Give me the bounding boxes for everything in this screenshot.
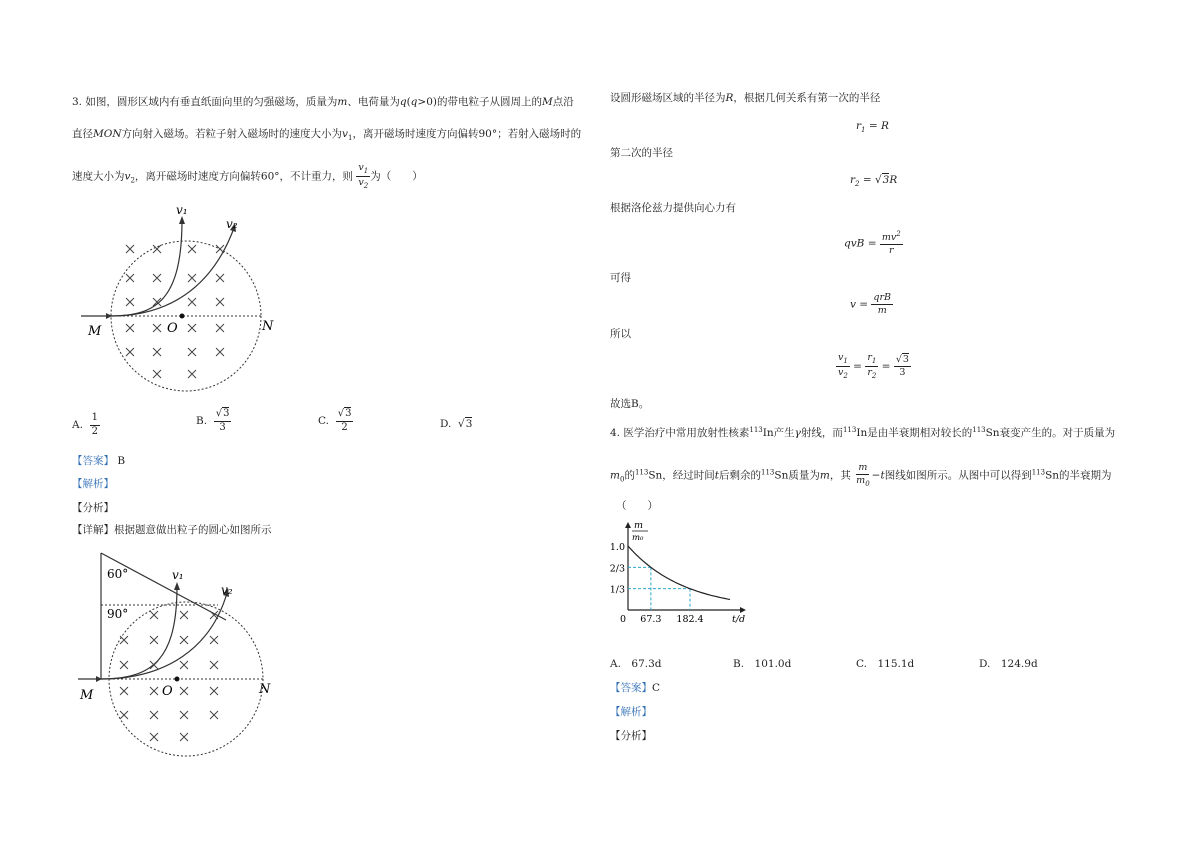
q4-option-c[interactable]: C. 115.1d	[856, 658, 915, 670]
q4-fenxi: 【分析】	[610, 730, 652, 742]
fig2-label-60: 60°	[107, 567, 129, 581]
sol-eq-1: $r_1 = R$	[856, 120, 889, 134]
origin-label: 0	[620, 614, 627, 625]
sol-line-6: 故选B。	[610, 398, 650, 410]
fig2-label-90: 90°	[107, 607, 129, 621]
decay-chart	[606, 518, 746, 630]
q3-answer	[72, 455, 125, 468]
q4-option-a[interactable]: A. 67.3d	[610, 658, 662, 670]
figure-magnetic-field-2	[76, 548, 296, 763]
q3-line-1: 3. 如图，圆形区域内有垂直纸面向里的匀强磁场，质量为m、电荷量为q(q>0)的带电粒子从圆周上的M点沿	[72, 96, 574, 108]
fig1-label-O: O	[167, 321, 178, 336]
y-tick-label: 1/3	[609, 584, 625, 596]
q4-option-d[interactable]: D. 124.9d	[979, 658, 1038, 670]
option-a[interactable]: A. $\frac{1}{2}$	[72, 412, 98, 437]
x-tick-label: 67.3	[640, 614, 662, 625]
sol-eq-4: v = $\frac{\text{qrB}}{m}$	[850, 292, 892, 316]
option-d[interactable]: D. √3	[440, 418, 473, 430]
fig2-label-v1: v₁	[172, 568, 184, 582]
sol-eq-3: qvB = $\frac{mv^2}{r}$	[844, 230, 901, 256]
sol-line-1: 设圆形磁场区域的半径为R，根据几何关系有第一次的半径	[610, 92, 881, 104]
x-tick-label: 182.4	[676, 614, 704, 625]
q4-answer-value: C	[652, 682, 661, 694]
x-axis-arrow	[740, 607, 746, 613]
q4-paren: （ ）	[616, 500, 658, 512]
y-tick-label: 2/3	[609, 563, 625, 575]
q3-analysis-tag: 【解析】	[72, 478, 114, 490]
figure-magnetic-field-1	[76, 200, 276, 400]
sol-line-2: 第二次的半径	[610, 147, 673, 159]
option-c[interactable]: C. $\frac{√3}{2}$	[318, 408, 352, 433]
x-axis-label: t/d	[732, 614, 746, 625]
sol-eq-5: $\frac{v_1}{v_2}$ = $\frac{r_1}{r_2}$ = $\frac{√3}{3}$	[838, 352, 909, 380]
answer-value: B	[117, 455, 126, 467]
decay-curve	[628, 546, 730, 600]
fig1-label-v2: v₂	[226, 217, 238, 231]
y-tick-label: 1.0	[609, 542, 625, 553]
answer-tag: 【答案】	[72, 455, 114, 467]
q4-option-b[interactable]: B. 101.0d	[733, 658, 792, 670]
y-axis-label-den: m₀	[632, 533, 644, 543]
sol-line-5: 所以	[610, 328, 631, 340]
fig2-label-O: O	[162, 684, 173, 699]
fig2-label-N: N	[259, 682, 271, 697]
sol-line-4: 可得	[610, 272, 631, 284]
fig1-label-N: N	[262, 319, 274, 334]
y-axis-label-num: m	[634, 520, 644, 531]
option-b[interactable]: B. $\frac{√3}{3}$	[196, 408, 230, 433]
q3-line-3: 速度大小为$v_2$，离开磁场时速度方向偏转60°，不计重力，则 $\frac{v_1}{v_2}$ 为（ ）	[72, 162, 423, 190]
q4-answer-tag: 【答案】	[610, 682, 652, 694]
q4-line-1: 4. 医学治疗中常用放射性核素$^{113}$In产生γ射线，而$^{113}$In是由半衰期相对较长的$^{113}$Sn衰变产生的。对于质量为	[610, 426, 1116, 439]
q4-analysis-tag: 【解析】	[610, 706, 652, 718]
q3-detail: 【详解】根据题意做出粒子的圆心如图所示	[72, 524, 272, 536]
sol-eq-2: $r_2 = √3R$	[850, 174, 898, 188]
q4-line-2: $m_0$的$^{113}$Sn，经过时间t后剩余的$^{113}$Sn质量为m，其 $\frac{m}{m_0}$ −t图线如图所示。从图中可以得到$^{113}$Sn的半衰期为	[610, 462, 1112, 488]
fig1-label-v1: v₁	[176, 203, 188, 217]
fig1-label-M: M	[88, 324, 102, 339]
q4-answer	[610, 682, 660, 695]
sol-line-3: 根据洛伦兹力提供向心力有	[610, 202, 736, 214]
fig2-label-M: M	[80, 688, 94, 703]
fig2-label-v2: v₂	[221, 583, 233, 597]
q3-line-2: 直径MON方向射入磁场。若粒子射入磁场时的速度大小为$v_1$，离开磁场时速度方向偏转90°；若射入磁场时的	[72, 128, 582, 142]
q3-fenxi: 【分析】	[72, 502, 114, 514]
y-axis-arrow	[625, 522, 631, 528]
